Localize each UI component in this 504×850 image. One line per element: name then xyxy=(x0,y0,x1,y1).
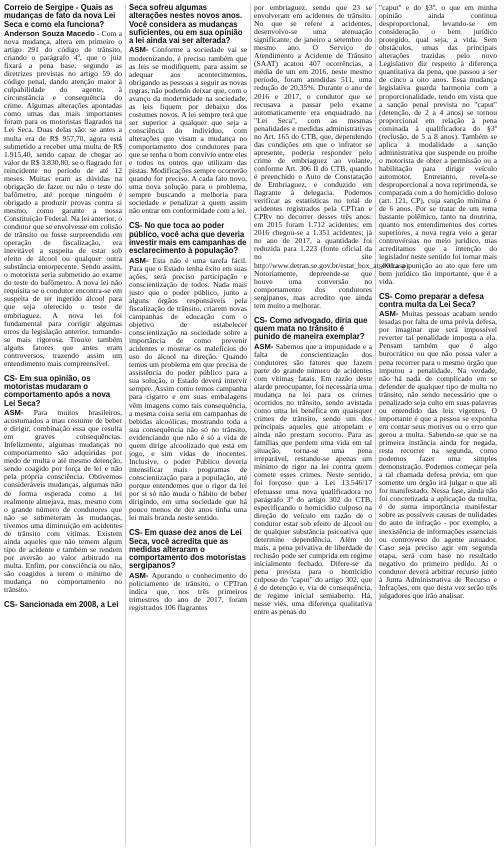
speaker-label: ASM- xyxy=(129,255,149,265)
text-column-2 xyxy=(129,4,247,846)
interview-question: Correio de Sergipe - Quais as mudanças de fato da nova Lei Seca e como ela funciona? xyxy=(4,3,116,29)
interview-question: CS- Em sua opinião, os motoristas mudaram o comportamento após a nova Lei Seca? xyxy=(4,373,111,408)
interview-question: CS- Sancionada em 2008, a Lei xyxy=(4,600,119,610)
speaker-label: ASM- xyxy=(129,570,149,580)
answer-text: Apurando o conhecimento do policiamento de trânsito, o CPTran indica que, nos três primeiros trimestres do ano de 2017, foram registrados 106 flagrantes xyxy=(129,570,247,612)
speaker-label: Anderson Souza Macedo xyxy=(4,28,95,38)
interview-answer xyxy=(129,257,247,523)
text-column-4 xyxy=(379,4,497,846)
answer-text: Para muitos brasileiros, acostumados a mau costume de beber e dirigir, combinação essa que resulta em graves consequências. Infelizmente, algumas mudanças no comportamento são adquiridas por medo de multa e até mesmo detenção, sendo coagido por força de lei e não pela própria consciência. Obtivemos consideráveis mudanças, algumas não de forma esperada como a lei realmente almejava, mas, mesmo com o grande número de condutores que não se submeteram às mudanças, tivemos uma diminuição em acidentes de trânsito com vítimas. Existem ainda aqueles que não temem algum tipo de acidente e também se rendem por aversão ao valor arbitrado na multa. Enfim, por consciência ou não, são coagidos a terem o mínimo de mudança no comportamento no trânsito. xyxy=(4,408,122,595)
text-column-3 xyxy=(254,3,411,846)
answer-text: Muitas pessoas acabam sendo lesadas por falta de uma prévia defesa, por imaginar que será impossível reverter tal penalidade imposta a ela. Pensam também que é algo burocrático ou que não possa valer a pena recorrer para o mesmo órgão que imputou a penalidade. Na verdade, não há nada de complicado em se defender de qualquer tipo de multa no trânsito, não sendo necessário que o penalizado seja culto em suas palavras ou entendido das leis vigentes. O importante é que a pessoa se exponha em contar seus motivos ou o erro que gerou a multa. Sabendo-se que se na primeira instância ainda for negada, resta recorrer na segunda, como podemos fazer uma simples demonstração. Podemos começar pela a tal chamada defesa prévia, em que somente um órgão irá julgar o que ali for manifestado. Nessa fase, ainda não foi concretizada a aplicação da multa, é de suma importância manifestar sobre as possíveis causas de nulidades do auto de infração - por exemplo, a inexistência de informações essenciais ou controverso do agente autuador. Caso seja preciso agir em segunda etapa, será com base no resultado negativo do primeiro pedido. Aí o condutor deverá arbitrar recurso junto à Junta Administrativa de Recurso e Infrações, em que desta vez serão três julgadores que irão analisar. xyxy=(379,309,497,600)
interview-question: CS- Como advogado, diria que quem mata no trânsito é punido de maneira exemplar? xyxy=(254,315,368,342)
speaker-label: ASM- xyxy=(129,45,149,55)
speaker-label: ASM- xyxy=(254,341,274,351)
answer-text: "caput" e do §3º, o que em minha opinião ainda continua desproporcional, levando-se em consideração o bem jurídico protegido, qual seja, a vida. Sem obstáculos, umas das principais alterações trazidas pelo novo Legislativo diz respeito à diferença quantitativa da pena, que passou a ser de cinco a oito anos. Essa mudança legislativa guarda harmonia com a proporcionalidade, tendo em vista que a sanção penal prevista no "caput" (detenção, de 2 a 4 anos) se tornou proporcional em relação à pena cominada à qualificadora do §3º (reclusão, de 5 a 8 anos). Também se aplica à modalidade a sanção administrativa que suspende ou proíbe o motorista de obter a permissão ou a habilitação para dirigir veículo automotor. Entretanto, revela-se desproporcional a nova reprimenda, se comparada com a do homicídio doloso (art. 121, CP), cuja sanção mínima é de 6 anos. Por se tratar de um tema bastante polêmico, tanto na doutrina, quanto nos entendimentos dos cortes superiores, a nova regra veio a gerar controvérsias no meio jurídico, mas acreditamos que a intenção do legislador neste sentido foi tornar mais severa a punição ao ato que fere um bem jurídico tão importante, que é a vida. xyxy=(379,3,497,286)
interview-answer xyxy=(254,343,372,617)
interview-question: CS- No que toca ao poder público, você acha que deveria investir mais em campanhas de esclarecimento à população? xyxy=(129,221,247,256)
interview-question: Seca sofreu algumas alterações nestes novos anos. Você considera as mudanças suficientes, ou em sua opinião a lei ainda vai ser alterada? xyxy=(129,3,243,46)
answer-text: Conforme a sociedade vai se modernizando, é preciso também que as leis se modifiquem, para assim se adequar aos acontecimentos, obrigando as pessoas a seguir as novas regras, não podendo deixar que, com o avanço da modernidade na sociedade, as leis fiquem por debaixo dos costumes novos. A lei sempre terá que ser superior a qualquer que seja a consciência do indivíduo, com alterações que visam a mudança no comportamento dos condutores para que se tenha o bom convívio entre eles e todos os outros que utilizam das pistas. Modificações sempre ocorrerão quando for preciso. A cada fato novo, uma nova solução para o problema, sempre buscando a melhoria para sociedade e penalizar a quem assim não entrar em conformidade com a lei. xyxy=(129,45,247,216)
interview-question: CS- Em quase dez anos de Lei Seca, você acredita que as medidas alteraram o comportamento dos motoristas sergipanos? xyxy=(129,528,246,571)
answer-text: Esta não é uma tarefa fácil. Para que o Estado tenha êxito em suas ações, será preciso participação e conscientização de todos. Nada mais justo que o poder público, junto a alguns órgãos responsáveis pela fiscalização de trânsito, criarem novas campanhas de educação com o objetivo de estabelecer conscientização na sociedade sobre a importância de como prevenir acidentes e mostrar os malefícios do uso do álcool na direção. Quando temos um problema em que precisa de assistência do poder público para a sua solução, o Estado deverá intervir sempre. Assim como temos campanha para cigarro e em suas embalagens vêm imagens como tais consequência, a mesma coisa seria em campanhas de bebidas alcoólicas, mostrando toda a sua consequência não só no trânsito, evidenciando que não é só a vida de quem dirige alcoolizado que está em jogo, e sim vidas de inocentes. Inclusive, o poder Público deveria intensificar mais programas de conscientização para a população, até porque entendemos que o rigor da lei por si só não muda o hábito de beber dirigindo, em uma sociedade que há pouco menos de dez anos tinha uma lei mais branda neste sentido. xyxy=(129,255,247,523)
column-divider xyxy=(250,4,251,846)
interview-answer xyxy=(4,409,122,594)
speaker-label: ASM- xyxy=(4,408,24,418)
text-column-1 xyxy=(4,4,122,846)
interview-answer xyxy=(129,572,247,612)
interview-answer xyxy=(379,310,497,600)
interview-answer xyxy=(379,4,497,286)
column-divider xyxy=(375,4,376,846)
answer-text: - Com a nova mudança, altera em primeiro o artigo 291 do código de trânsito, criando o parágrafo 4º, que o juiz fixará a pena base, segundo as diretrizes previstas no artigo 59 do código penal, dando atenção maior à culpabilidade do agente, à circunstância e consequência do crime. Algumas alterações apontadas como umas das mais importantes foram para os motoristas flagrados na Lei Seca. Duas delas são: se antes a multa era de R$ 957,70, agora está submetido a receber uma multa de R$ 1.915,40, sendo capaz de chegar ao valor de R$ 3.830,80, se o flagrado for reincidente no período de até 12 meses. Muitas eram as dúvidas na obrigação de fazer ou não o teste do bafômetro, até porque ninguém é obrigado a produzir provas contra si mesmo, como garante a nossa Constituição Federal. Na lei anterior, o condutor que se envolvesse em colisão de trânsito ou fosse surpreendido em operação de fiscalização, era inevitável a suspeita de estar sob efeito de álcool ou qualquer outra substância entorpecente. Sendo assim, o motorista seria submetido ao exame do teste do bafômetro. A nova lei não requisita se o condutor encontra-se em suspeita de ter ingerido álcool para que seja oferecido o teste de embriaguez. A nova lei foi fundamental para corrigir algumas erros da legislação anterior, tornando-se mais rigorosa. Trouxe também alguns fatores que antes eram controversos, trazendo assim um entendimento mais compreensível. xyxy=(4,28,122,368)
interview-answer xyxy=(129,46,247,215)
answer-text: Sabemos que a impunidade e a falta de conscientização dos condutores são fatores que fazem parte do grande número de acidentes com vítimas fatais. Em razão deste alarde preocupante, foi necessária uma mudança na lei para os crimes ocorridos no trânsito, sendo avistada como uma lei benéfica em quaisquer crimes de trânsito, sendo um dos principais aqueles que atropelam e ainda não prestam socorro. Para as famílias que perdem uma vida em tal situação, torna-se uma pena irreparável, restando-se apenas um mínimo de rigor na lei contra quem comete esses crimes. Neste sentido, foi forçoso que a Lei 13.546/17 efetuasse uma nova qualificadora no parágrafo 3º do artigo 302 do CTB, especificando o homicídio culposo na direção de veículo em razão de o condutor estar sob efeito de álcool ou de qualquer substância psicoativa que determine dependência. Além do mais, a pena privativa de liberdade de reclusão pode ser cumprida em regime inicialmente fechado. Difere-se da pena prevista para o homicídio culposo do "caput" do artigo 302, que é de detenção e, via de consequência, de regime inicial semiaberto. Há, nesse viés, uma diferença qualitativa entre as penas do xyxy=(254,341,372,617)
answer-text: por embriaguez, sendo que 23 se envolveram em acidentes de trânsito. No que se refere a acidentes, desenvolvo-se uma atenuação significante, de janeiro a setembro do mesmo ano. O Serviço de Atendimento a Acidente de Trânsito (SAAT) acatou 407 ocorrências, a média de um em 2016, neste mesmo período, foram atendidas 511, uma redução de 20,35%. Durante o ano de 2016 e 2017, o condutor que se recusava a passar pelo exame automaticamente era enquadrado na "Lei Seca", com as mesmas penalidades e medidas administrativas no Art. 165 do CTB, que, dependendo das condições em que o infrator se apresente, poderia responder pelo crime de embriaguez ao volante, conforme Art. 306 II do CTB, quando é preenchido o Auto de Constatação de Embriaguez, e conduzido em flagrante à delegacia. Podemos verificar as estatísticas no total de acidentes registrados pela CPTran e CPRv no decorrer desses três anos: em 2015 foram 1.712 acidentes; em 2016 chegou-se a 1.351 acidentes; já no ano de 2017, a quantidade foi reduzida para 1.223 (fonte oficial da no site http://www.detran.se.gov.br/estat_box_at_001.asp). Notoriamente, depreende-se que houve uma conversão no comportamento dos condutores sergipanos, mas acredito que ainda tem muito a melhorar. xyxy=(254,3,411,310)
column-divider xyxy=(125,4,126,846)
interview-answer xyxy=(254,3,411,310)
interview-answer xyxy=(4,30,122,368)
speaker-label: ASM- xyxy=(379,309,399,319)
newspaper-page xyxy=(4,4,500,846)
interview-question: CS- Como preparar a defesa contra multa da Lei Seca? xyxy=(379,291,484,309)
